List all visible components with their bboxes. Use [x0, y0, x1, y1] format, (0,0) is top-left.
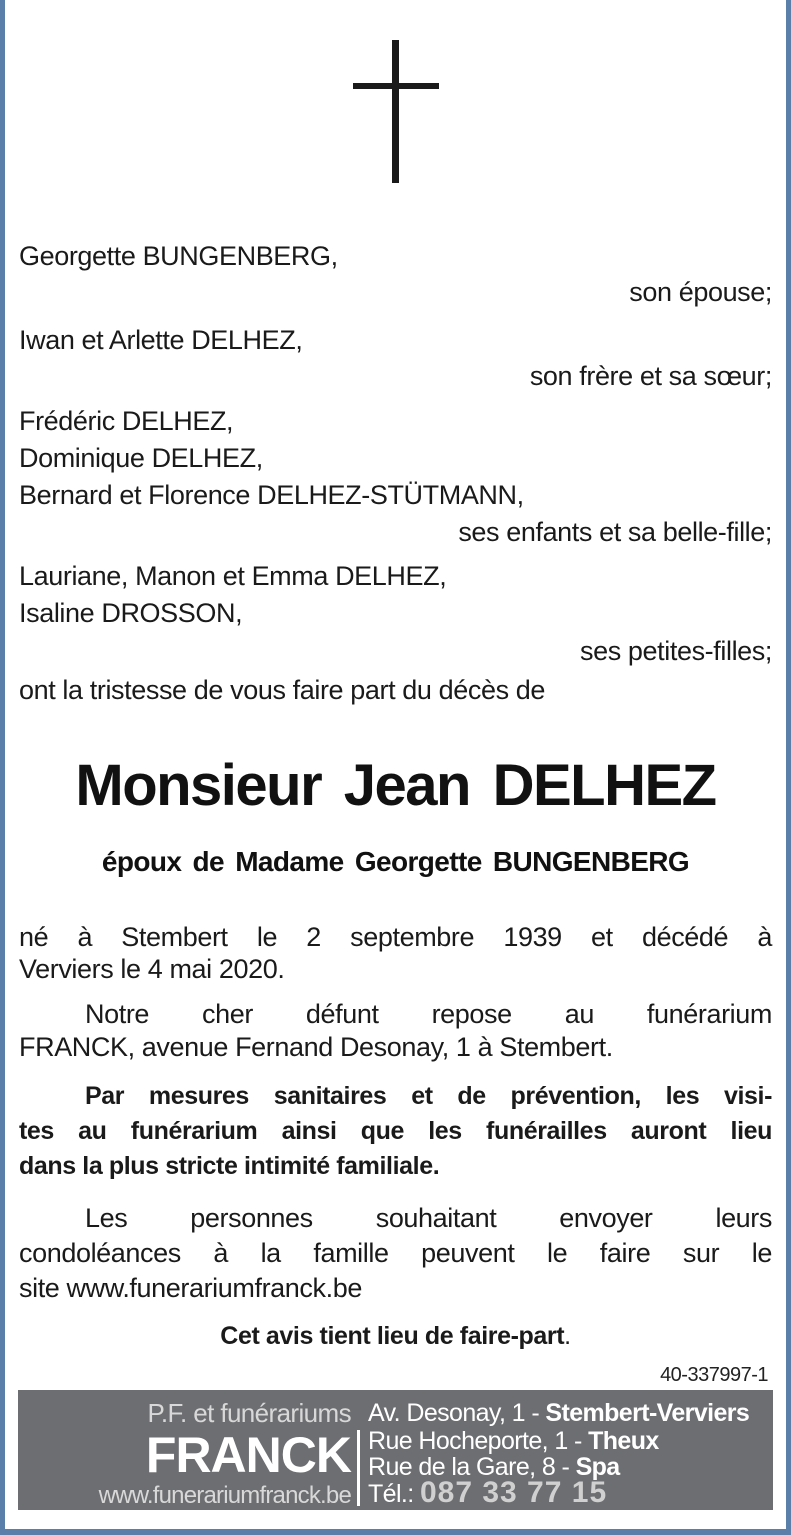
address-city: Spa — [575, 1453, 620, 1481]
address-street: Rue de la Gare, 8 - — [368, 1453, 576, 1481]
family-relation: son épouse; — [629, 277, 772, 307]
funeral-home-brand: FRANCK — [145, 1427, 351, 1483]
sanitary-line: dans la plus stricte intimité familiale. — [19, 1152, 440, 1180]
address-city: Stembert-Verviers — [545, 1399, 750, 1427]
deceased-name: Monsieur Jean DELHEZ — [75, 753, 716, 818]
address-street: Rue Hocheporte, 1 - — [368, 1427, 589, 1455]
closing-dot: . — [564, 1322, 571, 1350]
family-line: Georgette BUNGENBERG, — [19, 241, 338, 271]
birth-line: né à Stembert le 2 septembre 1939 et décédé à — [19, 922, 772, 952]
family-line: Iwan et Arlette DELHEZ, — [19, 325, 303, 355]
funeral-home-banner — [18, 1390, 773, 1510]
cross-icon — [353, 40, 439, 185]
phone-label: Tél.: — [368, 1480, 420, 1508]
condolence-line: condoléances à la famille peuvent le faire sur le — [19, 1238, 772, 1268]
address-line — [368, 1428, 659, 1454]
family-line: Lauriane, Manon et Emma DELHEZ, — [19, 561, 447, 591]
address-line — [368, 1400, 749, 1426]
condolence-line: Les personnes souhaitant envoyer leurs — [85, 1203, 772, 1233]
family-line: Frédéric DELHEZ, — [19, 406, 234, 436]
family-relation: ses petites-filles; — [580, 636, 772, 666]
sanitary-line: tes au funérarium ainsi que les funérailles auront lieu — [19, 1117, 772, 1145]
funeral-home-tagline: P.F. et funérariums — [147, 1398, 351, 1428]
family-relation: ses enfants et sa belle-fille; — [458, 517, 772, 547]
birth-line: Verviers le 4 mai 2020. — [19, 954, 285, 984]
divider — [357, 1430, 360, 1506]
phone-line — [368, 1476, 608, 1509]
sanitary-line: Par mesures sanitaires et de prévention, les visi- — [85, 1082, 772, 1110]
reference-number: 40-337997-1 — [660, 1364, 768, 1386]
closing-text: Cet avis tient lieu de faire-part — [220, 1322, 565, 1350]
repose-line: Notre cher défunt repose au funérarium — [85, 999, 772, 1029]
repose-line: FRANCK, avenue Fernand Desonay, 1 à Stembert. — [19, 1032, 613, 1062]
address-street: Av. Desonay, 1 - — [368, 1399, 546, 1427]
deceased-subtitle: époux de Madame Georgette BUNGENBERG — [101, 846, 690, 877]
family-relation: son frère et sa sœur; — [529, 361, 772, 391]
funeral-home-website[interactable]: www.funerariumfranck.be — [98, 1482, 351, 1509]
family-line: Bernard et Florence DELHEZ-STÜTMANN, — [19, 480, 524, 510]
family-line: Isaline DROSSON, — [19, 598, 243, 628]
address-city: Theux — [588, 1427, 659, 1455]
phone-number[interactable]: 087 33 77 15 — [419, 1476, 608, 1509]
family-line: Dominique DELHEZ, — [19, 443, 263, 473]
condolence-line: site www.funerariumfranck.be — [19, 1273, 362, 1303]
obituary-notice — [5, 0, 786, 1529]
announcement-line: ont la tristesse de vous faire part du décès de — [19, 675, 546, 705]
closing-line — [19, 1318, 772, 1354]
